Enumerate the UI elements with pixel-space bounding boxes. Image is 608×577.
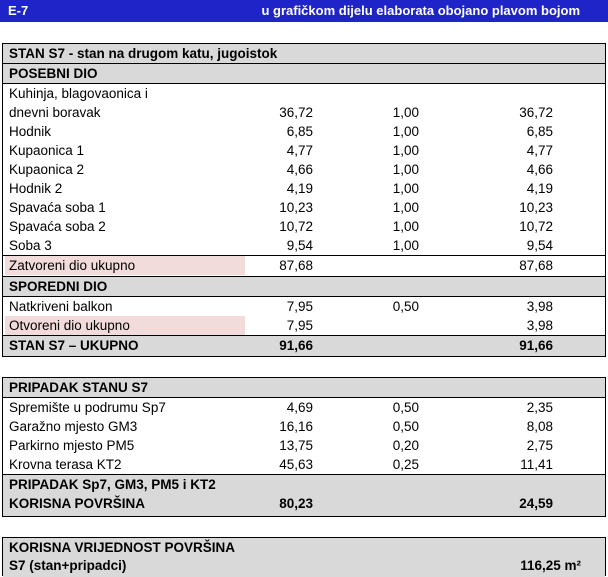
row-total: 4,77 [526,143,553,158]
row-name: Spavaća soba 1 [9,200,106,215]
ukupno-label: STAN S7 – UKUPNO [9,338,139,353]
row-total: 8,08 [526,419,553,434]
korisna-row [3,538,605,577]
table-row [3,141,605,160]
otvoreni-row [3,316,605,336]
row-coef: 0,25 [392,457,419,472]
table-row [3,179,605,198]
korisna-line2: S7 (stan+pripadci) [9,558,127,573]
row-name: Kupaonica 1 [9,143,85,158]
row-coef: 1,00 [392,238,419,253]
zatvoreni-total: 87,68 [519,258,553,273]
row-total: 2,75 [526,438,553,453]
row-area: 45,63 [279,457,313,472]
stan-title-row [3,44,605,64]
row-coef: 1,00 [392,162,419,177]
row-total: 10,23 [519,200,553,215]
korisna-table [2,537,606,576]
row-total: 4,19 [526,181,553,196]
table-row [3,198,605,217]
row-total: 2,35 [526,400,553,415]
korisna-line1: KORISNA VRIJEDNOST POVRŠINA [9,540,236,555]
row-area: 7,95 [286,299,313,314]
ukupno-row [3,336,605,356]
document-code: E-7 [8,3,29,18]
sporedni-heading-row [3,277,605,297]
row-coef: 0,50 [392,400,419,415]
pripadak-summary-area: 80,23 [279,496,313,511]
row-name: Spavaća soba 2 [9,219,106,234]
row-total: 10,72 [519,219,553,234]
row-area: 9,54 [286,238,313,253]
pripadak-summary-total: 24,59 [519,496,553,511]
row-area: 4,66 [286,162,313,177]
row-area: 36,72 [279,105,313,120]
row-area: 4,19 [286,181,313,196]
row-name: Kupaonica 2 [9,162,85,177]
row-total: 9,54 [526,238,553,253]
table-row [3,436,605,455]
table-row [3,122,605,141]
row-area: 4,69 [286,400,313,415]
row-name: Soba 3 [9,238,52,253]
row-coef: 1,00 [392,124,419,139]
row-name: Hodnik [9,124,52,139]
row-name: Parkirno mjesto PM5 [9,438,135,453]
row-coef: 0,20 [392,438,419,453]
stan-title: STAN S7 - stan na drugom katu, jugoistok [9,46,278,61]
row-area: 16,16 [279,419,313,434]
ukupno-area: 91,66 [279,338,313,353]
row-name: Hodnik 2 [9,181,63,196]
korisna-value: 116,25 m² [520,558,581,573]
row-name-line1: Kuhinja, blagovaonica i [9,86,148,101]
row-coef: 1,00 [392,219,419,234]
row-name: dnevni boravak [9,105,101,120]
header-bar [0,0,608,22]
row-coef: 1,00 [392,105,419,120]
otvoreni-total: 3,98 [526,318,553,333]
row-total: 11,41 [520,457,553,472]
row-coef: 1,00 [392,181,419,196]
otvoreni-area: 7,95 [286,318,313,333]
posebni-heading: POSEBNI DIO [9,66,98,81]
header-note: u grafičkom dijelu elaborata obojano plavom bojom [261,3,580,18]
zatvoreni-label: Zatvoreni dio ukupno [9,258,136,273]
row-coef: 0,50 [392,419,419,434]
row-name: Natkriveni balkon [9,299,113,314]
row-total: 6,85 [526,124,553,139]
row-area: 6,85 [286,124,313,139]
ukupno-total: 91,66 [519,338,553,353]
table-row [3,398,605,417]
row-total: 3,98 [526,299,553,314]
row-total: 4,66 [526,162,553,177]
row-area: 4,77 [286,143,313,158]
table-row [3,236,605,256]
table-row [3,297,605,316]
row-area: 13,75 [279,438,313,453]
zatvoreni-area: 87,68 [279,258,313,273]
pripadak-table [2,377,606,517]
otvoreni-label: Otvoreni dio ukupno [9,318,130,333]
row-total: 36,72 [519,105,553,120]
row-area: 10,23 [279,200,313,215]
row-name: Garažno mjesto GM3 [9,419,138,434]
row-name: Krovna terasa KT2 [9,457,122,472]
sporedni-heading: SPOREDNI DIO [9,279,108,294]
row-area: 10,72 [279,219,313,234]
table-row [3,217,605,236]
posebni-heading-row [3,64,605,84]
table-row [3,160,605,179]
row-coef: 1,00 [392,200,419,215]
pripadak-summary-row [3,475,605,516]
pripadak-summary-line1: PRIPADAK Sp7, GM3, PM5 i KT2 [9,477,216,492]
table-row [3,103,605,122]
row-name: Spremište u podrumu Sp7 [9,400,166,415]
pripadak-heading-row [3,378,605,398]
row-coef: 0,50 [392,299,419,314]
pripadak-heading: PRIPADAK STANU S7 [9,380,149,395]
zatvoreni-row [3,256,605,277]
table-row [3,84,605,103]
stan-table [2,43,606,357]
row-coef: 1,00 [392,143,419,158]
table-row [3,455,605,475]
table-row [3,417,605,436]
pripadak-summary-line2: KORISNA POVRŠINA [9,496,146,511]
